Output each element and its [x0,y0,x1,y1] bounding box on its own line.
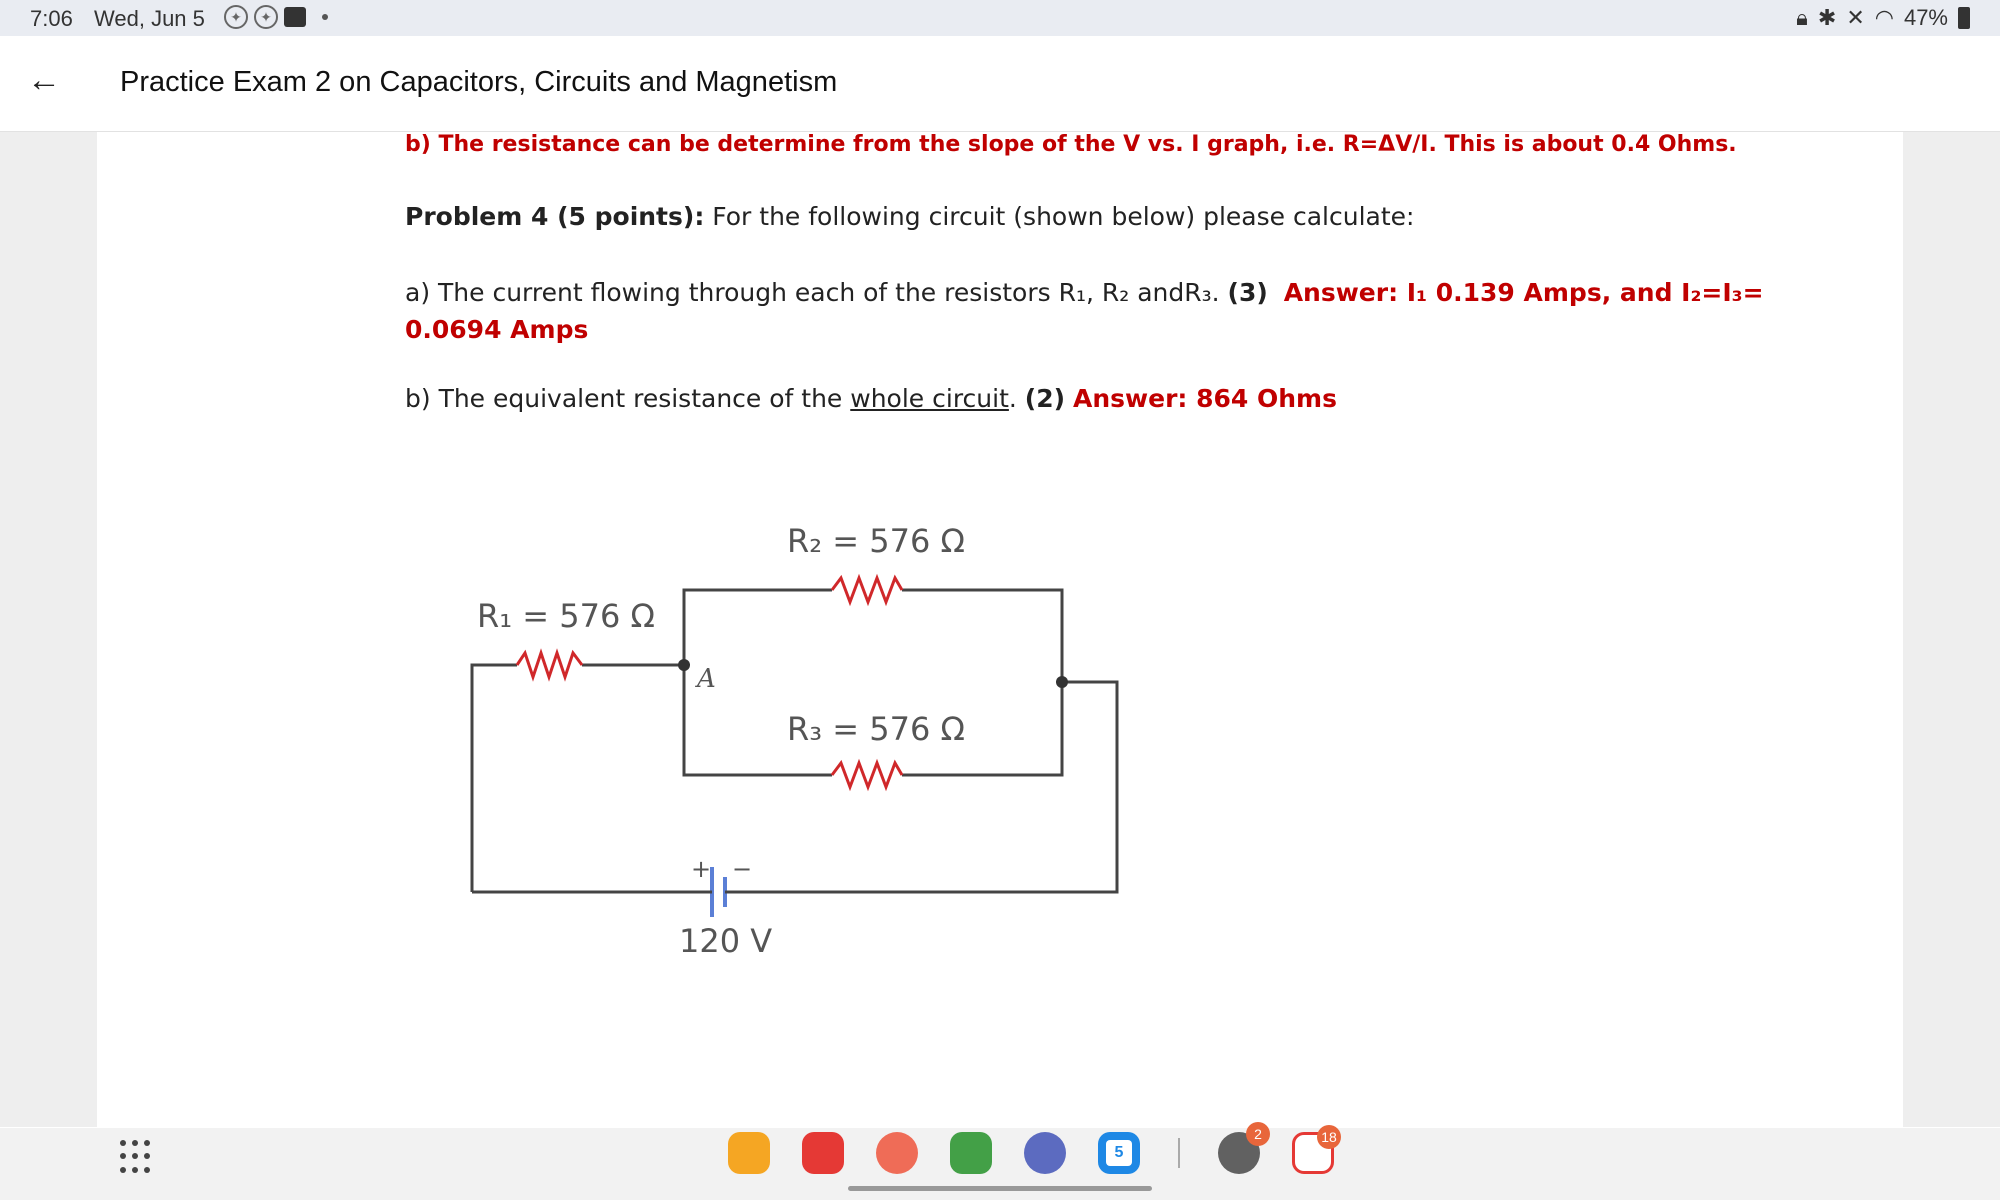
calendar-app-icon[interactable] [1098,1132,1140,1174]
part-b-underlined: whole circuit [850,384,1009,413]
battery-voltage-label: 120 V [679,922,773,960]
part-b-points: (2) [1024,384,1066,413]
part-b-text: b) The equivalent resistance of the [405,384,851,413]
calculator-app-icon[interactable] [950,1132,992,1174]
previous-answer-text: b) The resistance can be determine from the slope of the V vs. I graph, i.e. R=ΔV/I. This is about 0.4 Ohms. [405,132,1737,157]
back-arrow-icon[interactable]: ← [27,60,61,99]
taskbar [0,1128,2000,1200]
part-a-answer: Answer: I₁ 0.139 Amps, and I₂=I₃= 0.0694 Amps [405,278,1764,344]
wifi-icon: ◠ [1874,5,1894,30]
circuit-diagram [457,477,1157,997]
document-viewer[interactable] [0,132,2000,1127]
wire-left [472,665,517,892]
apps-grid-icon[interactable] [120,1140,154,1174]
r1-label: R₁ = 576 Ω [477,597,655,635]
battery-plus-label: + [691,855,712,883]
gallery-notification-icon [284,7,306,27]
part-a [405,274,1805,348]
gmail-badge: 18 [1317,1125,1341,1149]
part-b-post: . [1008,384,1025,413]
resistor-r1 [517,653,582,677]
part-b-answer: Answer: 864 Ohms [1073,384,1337,413]
pulse-notification-icon: ✦ [254,5,278,29]
gmail-app-icon[interactable] [1292,1129,1337,1174]
app-dock [728,1126,1337,1174]
document-title: Practice Exam 2 on Capacitors, Circuits and Magnetism [120,66,838,98]
settings-badge: 2 [1246,1122,1270,1146]
calendar-day: 5 [1106,1140,1132,1166]
problem-heading: Problem 4 (5 points): [405,202,705,231]
r2-label: R₂ = 576 Ω [787,522,965,560]
dock-separator [1178,1138,1180,1168]
problem-text: For the following circuit (shown below) please calculate: [704,202,1415,231]
pulse-notification-icon: ✦ [224,5,248,29]
wire-top-left [684,590,832,665]
battery-percent: 47% [1903,5,1948,30]
more-notifications-icon [322,14,328,20]
status-date: Wed, Jun 5 [94,6,205,31]
home-indicator[interactable] [848,1186,1152,1191]
contacts-app-icon[interactable] [876,1132,918,1174]
resistor-r2 [832,578,902,602]
part-b [405,384,1337,413]
node-a-dot [678,659,690,671]
app-bar [0,36,2000,132]
battery-minus-label: − [732,855,753,883]
mute-icon: ✕ [1846,5,1865,30]
part-a-text: a) The current flowing through each of the resistors R₁, R₂ andR₃. [405,278,1228,307]
lock-icon: 🔒︎ [1796,5,1808,30]
node-a-label: A [697,664,716,694]
battery-icon [1958,7,1970,29]
part-a-points: (3) [1227,278,1268,307]
node-right-dot [1056,676,1068,688]
resistor-r3 [832,763,902,787]
problem-4-statement [405,202,1414,231]
r3-label: R₃ = 576 Ω [787,710,965,748]
document-page[interactable] [97,132,1903,1127]
system-tray [1796,5,1970,31]
notification-icons [224,5,328,29]
status-time: 7:06 [30,6,73,31]
bluetooth-icon: ✱ [1817,5,1837,30]
settings-app-icon[interactable] [1218,1126,1262,1174]
notes-app-icon[interactable] [728,1132,770,1174]
internet-app-icon[interactable] [1024,1132,1066,1174]
status-bar [0,0,2000,36]
pen-app-icon[interactable] [802,1132,844,1174]
